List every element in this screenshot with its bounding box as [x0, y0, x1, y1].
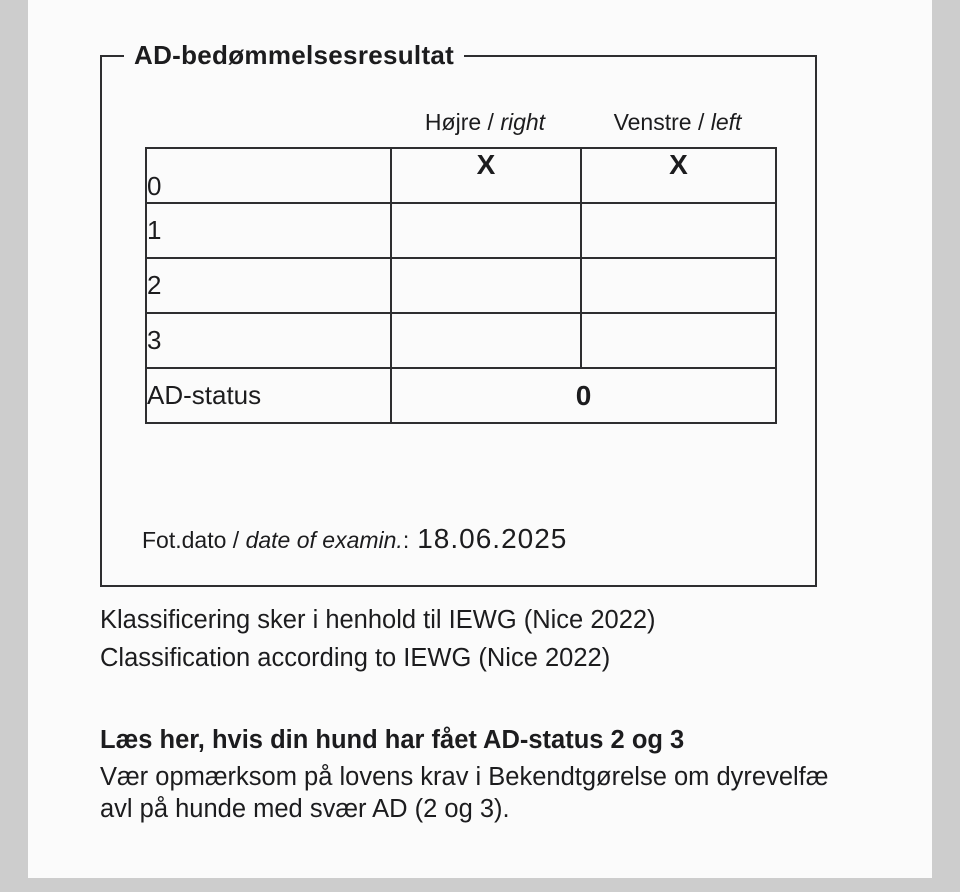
exam-date-label: Fot.dato / [142, 527, 246, 553]
classification-line-english: Classification according to IEWG (Nice 2022) [100, 644, 611, 672]
mark-left-0: X [581, 148, 776, 203]
column-header-right-text: Højre / [424, 109, 501, 135]
column-header-right-italic: right [500, 109, 546, 135]
result-table [145, 147, 777, 424]
column-header-left [580, 109, 775, 136]
exam-date-value: 18.06.2025 [417, 523, 568, 554]
mark-left-1 [581, 203, 776, 258]
exam-date-line [142, 523, 567, 555]
mark-right-3 [391, 313, 581, 368]
row-label-0: 0 [146, 148, 391, 203]
table-row-grade-0 [146, 148, 776, 203]
mark-right-0: X [391, 148, 581, 203]
mark-right-1 [391, 203, 581, 258]
ad-result-title: AD-bedømmelsesresultat [124, 40, 464, 71]
mark-right-2 [391, 258, 581, 313]
column-header-left-italic: left [710, 109, 742, 135]
notice-body-line-1: Vær opmærksom på lovens krav i Bekendtgørelse om dyrevelfæ [100, 763, 829, 791]
mark-left-2 [581, 258, 776, 313]
table-row-grade-1 [146, 203, 776, 258]
exam-date-label-italic: date of examin. [245, 527, 403, 553]
row-label-3: 3 [146, 313, 391, 368]
ad-status-label: AD-status [146, 368, 391, 423]
column-header-left-text: Venstre / [613, 109, 711, 135]
notice-heading: Læs her, hvis din hund har fået AD-status 2 og 3 [100, 726, 685, 754]
row-label-1: 1 [146, 203, 391, 258]
table-row-grade-2 [146, 258, 776, 313]
document-page [28, 0, 932, 878]
column-header-right [390, 109, 580, 136]
notice-body-line-2: avl på hunde med svær AD (2 og 3). [100, 795, 510, 823]
classification-line-danish: Klassificering sker i henhold til IEWG (Nice 2022) [100, 606, 656, 634]
row-label-2: 2 [146, 258, 391, 313]
exam-date-separator: : [402, 527, 410, 553]
ad-result-box [100, 40, 817, 587]
mark-left-3 [581, 313, 776, 368]
table-row-ad-status [146, 368, 776, 423]
ad-status-value: 0 [391, 368, 776, 423]
table-row-grade-3 [146, 313, 776, 368]
